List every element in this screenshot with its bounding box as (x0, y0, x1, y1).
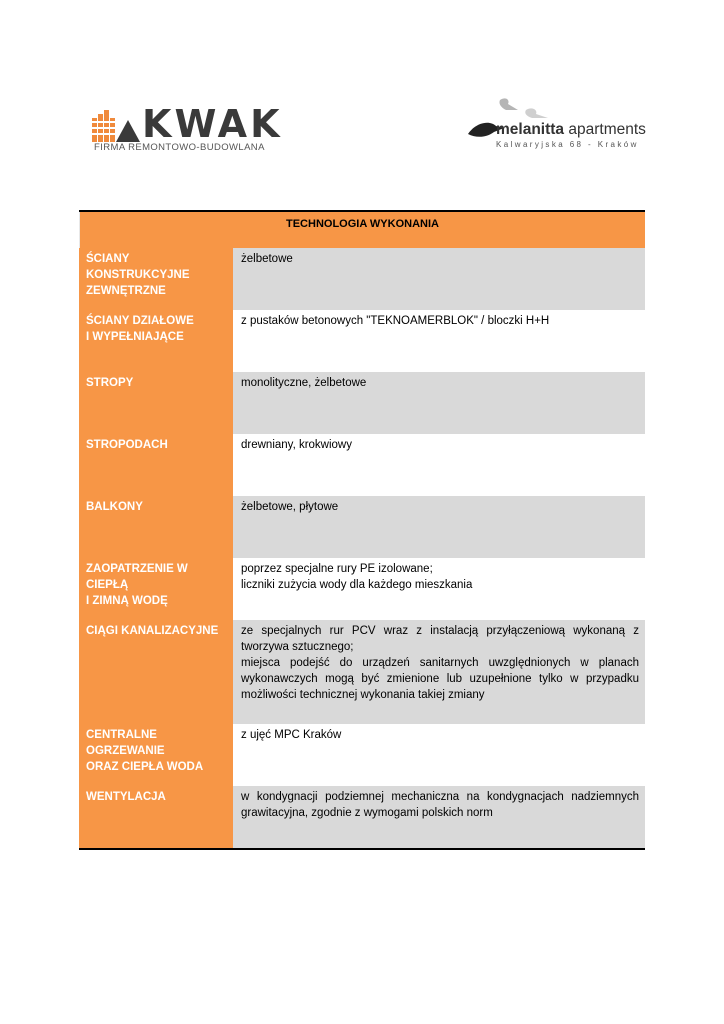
row-label: ŚCIANY KONSTRUKCYJNE ZEWNĘTRZNE (79, 248, 233, 310)
row-label: BALKONY (79, 496, 233, 558)
melanitta-name: melanitta apartments (496, 121, 646, 138)
building-icon (92, 108, 140, 142)
row-value: żelbetowe, płytowe (233, 496, 645, 558)
kwak-logo (92, 102, 283, 156)
row-label: WENTYLACJA (79, 786, 233, 848)
table-row (79, 496, 645, 558)
melanitta-address: Kalwaryjska 68 - Kraków (496, 140, 639, 149)
table-row (79, 558, 645, 620)
row-value: żelbetowe (233, 248, 645, 310)
table-row (79, 248, 645, 310)
table-title: TECHNOLOGIA WYKONANIA (79, 212, 645, 248)
row-label: CENTRALNE OGRZEWANIE ORAZ CIEPŁA WODA (79, 724, 233, 786)
table-row (79, 372, 645, 434)
row-label: STROPY (79, 372, 233, 434)
row-label: STROPODACH (79, 434, 233, 496)
row-value: z pustaków betonowych "TEKNOAMERBLOK" / bloczki H+H (233, 310, 645, 372)
row-label: ZAOPATRZENIE W CIEPŁĄ I ZIMNĄ WODĘ (79, 558, 233, 620)
table-row (79, 620, 645, 724)
row-value: poprzez specjalne rury PE izolowane; liczniki zużycia wody dla każdego mieszkania (233, 558, 645, 620)
row-value: monolityczne, żelbetowe (233, 372, 645, 434)
technology-table (79, 210, 645, 850)
row-value: drewniany, krokwiowy (233, 434, 645, 496)
table-row (79, 310, 645, 372)
melanitta-logo (466, 94, 646, 158)
table-row (79, 786, 645, 848)
row-label: CIĄGI KANALIZACYJNE (79, 620, 233, 724)
table-row (79, 434, 645, 496)
row-value: w kondygnacji podziemnej mechaniczna na kondygnacjach nadziemnych grawitacyjna, zgodnie z wymogami polskich norm (233, 786, 645, 848)
row-value: ze specjalnych rur PCV wraz z instalacją przyłączeniową wykonaną z tworzywa sztucznego; miejsca podejść do urządzeń sanitarnych uwzględnionych w planach wykonawczych mogą być zmienione lub uzupełnione tylko w przypadku możliwości technicznej wykonania takiej zmiany (233, 620, 645, 724)
kwak-wordmark: KWAK (142, 102, 283, 146)
row-value: z ujęć MPC Kraków (233, 724, 645, 786)
kwak-subtitle: FIRMA REMONTOWO-BUDOWLANA (94, 142, 265, 153)
table-row (79, 724, 645, 786)
row-label: ŚCIANY DZIAŁOWE I WYPEŁNIAJĄCE (79, 310, 233, 372)
